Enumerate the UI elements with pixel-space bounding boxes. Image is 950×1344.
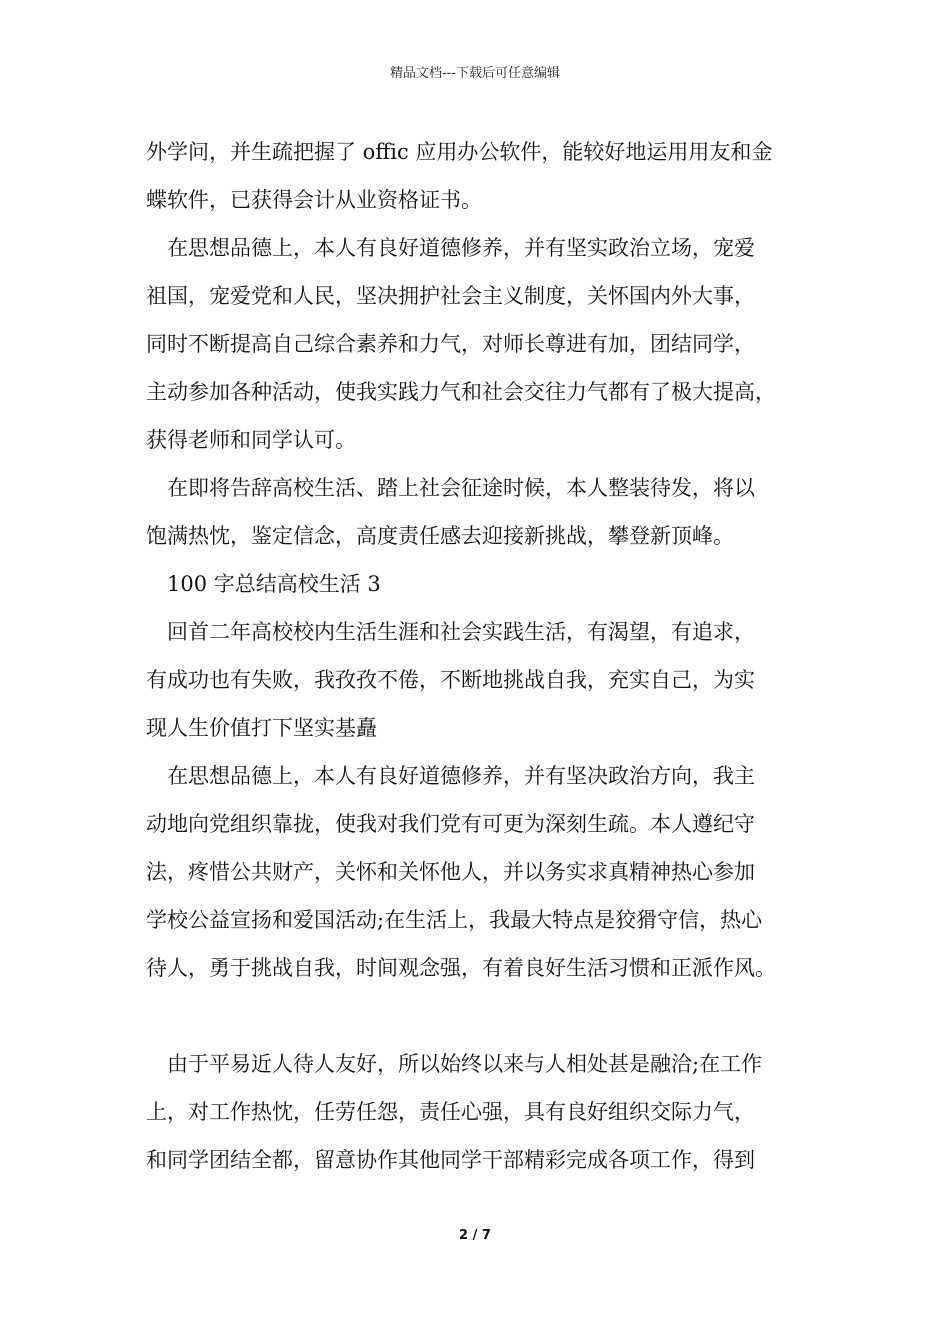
text-line: 待人，勇于挑战自我，时间观念强，有着良好生活习惯和正派作风。 — [146, 956, 776, 980]
paragraph-4 — [146, 608, 826, 752]
text-line: 动地向党组织靠拢，使我对我们党有可更为深刻生疏。本人遵纪守 — [146, 812, 755, 836]
text-line: 有成功也有失败，我孜孜不倦，不断地挑战自我，充实自己，为实 — [146, 668, 755, 692]
text-line: 同时不断提高自己综合素养和力气，对师长尊进有加，团结同学， — [146, 332, 755, 356]
text-line: 蝶软件，已获得会计从业资格证书。 — [146, 188, 482, 212]
page-number: 2 / 7 — [459, 1228, 491, 1243]
text-line: 现人生价值打下坚实基矗 — [146, 716, 377, 740]
paragraph-gap — [146, 992, 826, 1040]
text-line: 由于平易近人待人友好，所以始终以来与人相处甚是融洽;在工作 — [167, 1052, 763, 1076]
text-line: 回首二年高校校内生活生涯和社会实践生活，有渴望，有追求， — [167, 620, 755, 644]
text-line: 饱满热忱，鉴定信念，高度责任感去迎接新挑战，攀登新顶峰。 — [146, 524, 734, 548]
page-header: 精品文档---下载后可任意编辑 — [389, 66, 561, 81]
text-line: 上，对工作热忱，任劳任怨，责任心强，具有良好组织交际力气， — [146, 1100, 755, 1124]
section-heading — [146, 560, 826, 608]
paragraph-1 — [146, 128, 826, 224]
text-line: 外学问，并生疏把握了 offic 应用办公软件，能较好地运用用友和金 — [146, 140, 773, 164]
text-line: 和同学团结全都，留意协作其他同学干部精彩完成各项工作，得到 — [146, 1148, 755, 1172]
text-line: 祖国，宠爱党和人民，坚决拥护社会主义制度，关怀国内外大事， — [146, 284, 755, 308]
paragraph-3 — [146, 464, 826, 560]
paragraph-2 — [146, 224, 826, 464]
paragraph-5 — [146, 752, 826, 992]
text-line: 在思想品德上，本人有良好道德修养，并有坚决政治方向，我主 — [167, 764, 755, 788]
paragraph-6 — [146, 1040, 826, 1184]
text-line: 主动参加各种活动，使我实践力气和社会交往力气都有了极大提高， — [146, 380, 776, 404]
text-line: 获得老师和同学认可。 — [146, 428, 356, 452]
text-line: 在即将告辞高校生活、踏上社会征途时候，本人整装待发，将以 — [167, 476, 755, 500]
text-line: 法，疼惜公共财产，关怀和关怀他人，并以务实求真精神热心参加 — [146, 860, 755, 884]
text-line: 在思想品德上，本人有良好道德修养，并有坚实政治立场，宠爱 — [167, 236, 755, 260]
text-line: 学校公益宣扬和爱国活动;在生活上，我最大特点是狡猾守信，热心 — [146, 908, 763, 932]
document-body — [146, 128, 826, 1184]
heading-line: 100 字总结高校生活 3 — [167, 572, 381, 596]
